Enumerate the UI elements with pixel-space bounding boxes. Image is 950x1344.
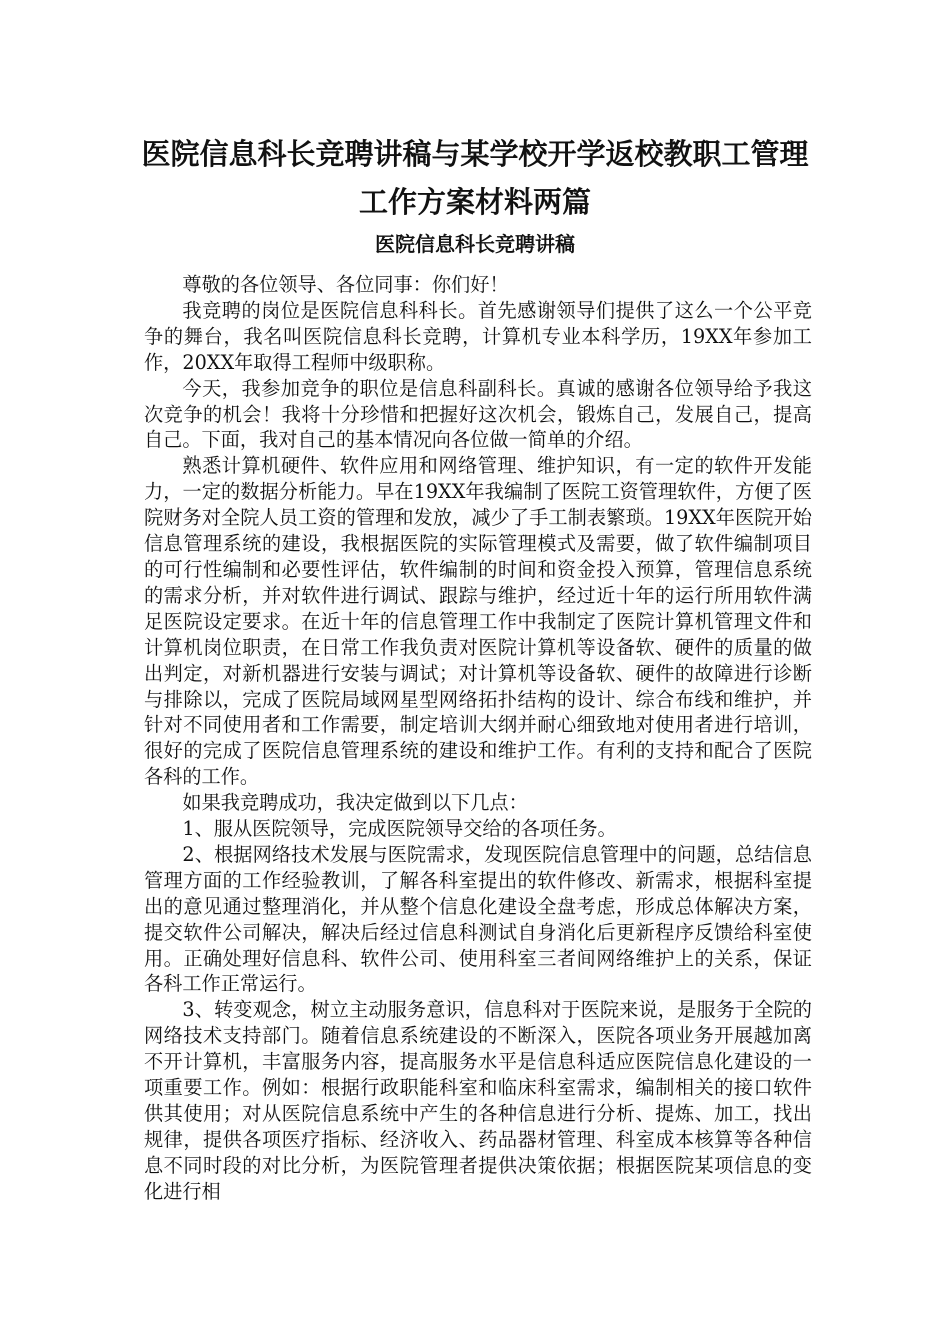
- section-subtitle: 医院信息科长竞聘讲稿: [375, 232, 575, 256]
- body-paragraph: 尊敬的各位领导、各位同事：你们好！: [182, 273, 509, 296]
- body-paragraph: 熟悉计算机硬件、软件应用和网络管理、维护知识，有一定的软件开发能力，一定的数据分析能力。早在19XX年我编制了医院工资管理软件，方便了医院财务对全院人员工资的管理和发放，减少了手工制表繁琐。19XX年医院开始信息管理系统的建设，我根据医院的实际管理模式及需要，做了软件编制项目的可行性编制和必要性评估，软件编制的时间和资金投入预算，管理信息系统的需求分析，并对软件进行调试、跟踪与维护，经过近十年的运行所用软件满足医院设定要求。在近十年的信息管理工作中我制定了医院计算机管理文件和计算机岗位职责，在日常工作我负责对医院计算机等设备软、硬件的质量的做出判定，对新机器进行安装与调试；对计算机等设备软、硬件的故障进行诊断与排除以，完成了医院局域网星型网络拓扑结构的设计、综合布线和维护，并针对不同使用者和工作需要，制定培训大纲并耐心细致地对使用者进行培训，很好的完成了医院信息管理系统的建设和维护工作。有利的支持和配合了医院各科的工作。: [144, 454, 812, 789]
- document-title-line-2: 工作方案材料两篇: [358, 185, 591, 219]
- body-paragraph: 1、服从医院领导，完成医院领导交给的各项任务。: [182, 817, 617, 841]
- body-paragraph: 2、根据网络技术发展与医院需求，发现医院信息管理中的问题，总结信息管理方面的工作经验教训，了解各科室提出的软件修改、新需求，根据科室提出的意见通过整理消化，并从整个信息化建设全盘考虑，形成总体解决方案，提交软件公司解决，解决后经过信息科测试自身消化后更新程序反馈给科室使用。正确处理好信息科、软件公司、使用科室三者间网络维护上的关系，保证各科工作正常运行。: [144, 842, 812, 996]
- body-paragraph: 如果我竞聘成功，我决定做到以下几点：: [182, 791, 528, 815]
- document-body: [144, 272, 812, 1205]
- body-paragraph: 今天，我参加竞争的职位是信息科副科长。真诚的感谢各位领导给予我这次竞争的机会！我将十分珍惜和把握好这次机会，锻炼自己，发展自己，提高自己。下面，我对自己的基本情况向各位做一简单的介绍。: [144, 376, 812, 452]
- body-paragraph: 3、转变观念，树立主动服务意识，信息科对于医院来说，是服务于全院的网络技术支持部门。随着信息系统建设的不断深入，医院各项业务开展越加离不开计算机，丰富服务内容，提高服务水平是信息科适应医院信息化建设的一项重要工作。例如：根据行政职能科室和临床科室需求，编制相关的接口软件供其使用；对从医院信息系统中产生的各种信息进行分析、提炼、加工，找出规律，提供各项医疗指标、经济收入、药品器材管理、科室成本核算等各种信息不同时段的对比分析，为医院管理者提供决策依据；根据医院某项信息的变化进行相: [144, 998, 812, 1203]
- body-paragraph: 我竞聘的岗位是医院信息科科长。首先感谢领导们提供了这么一个公平竞争的舞台，我名叫医院信息科长竞聘，计算机专业本科学历，19XX年参加工作，20XX年取得工程师中级职称。: [144, 298, 812, 374]
- document-title-line-1: 医院信息科长竞聘讲稿与某学校开学返校教职工管理: [141, 137, 809, 171]
